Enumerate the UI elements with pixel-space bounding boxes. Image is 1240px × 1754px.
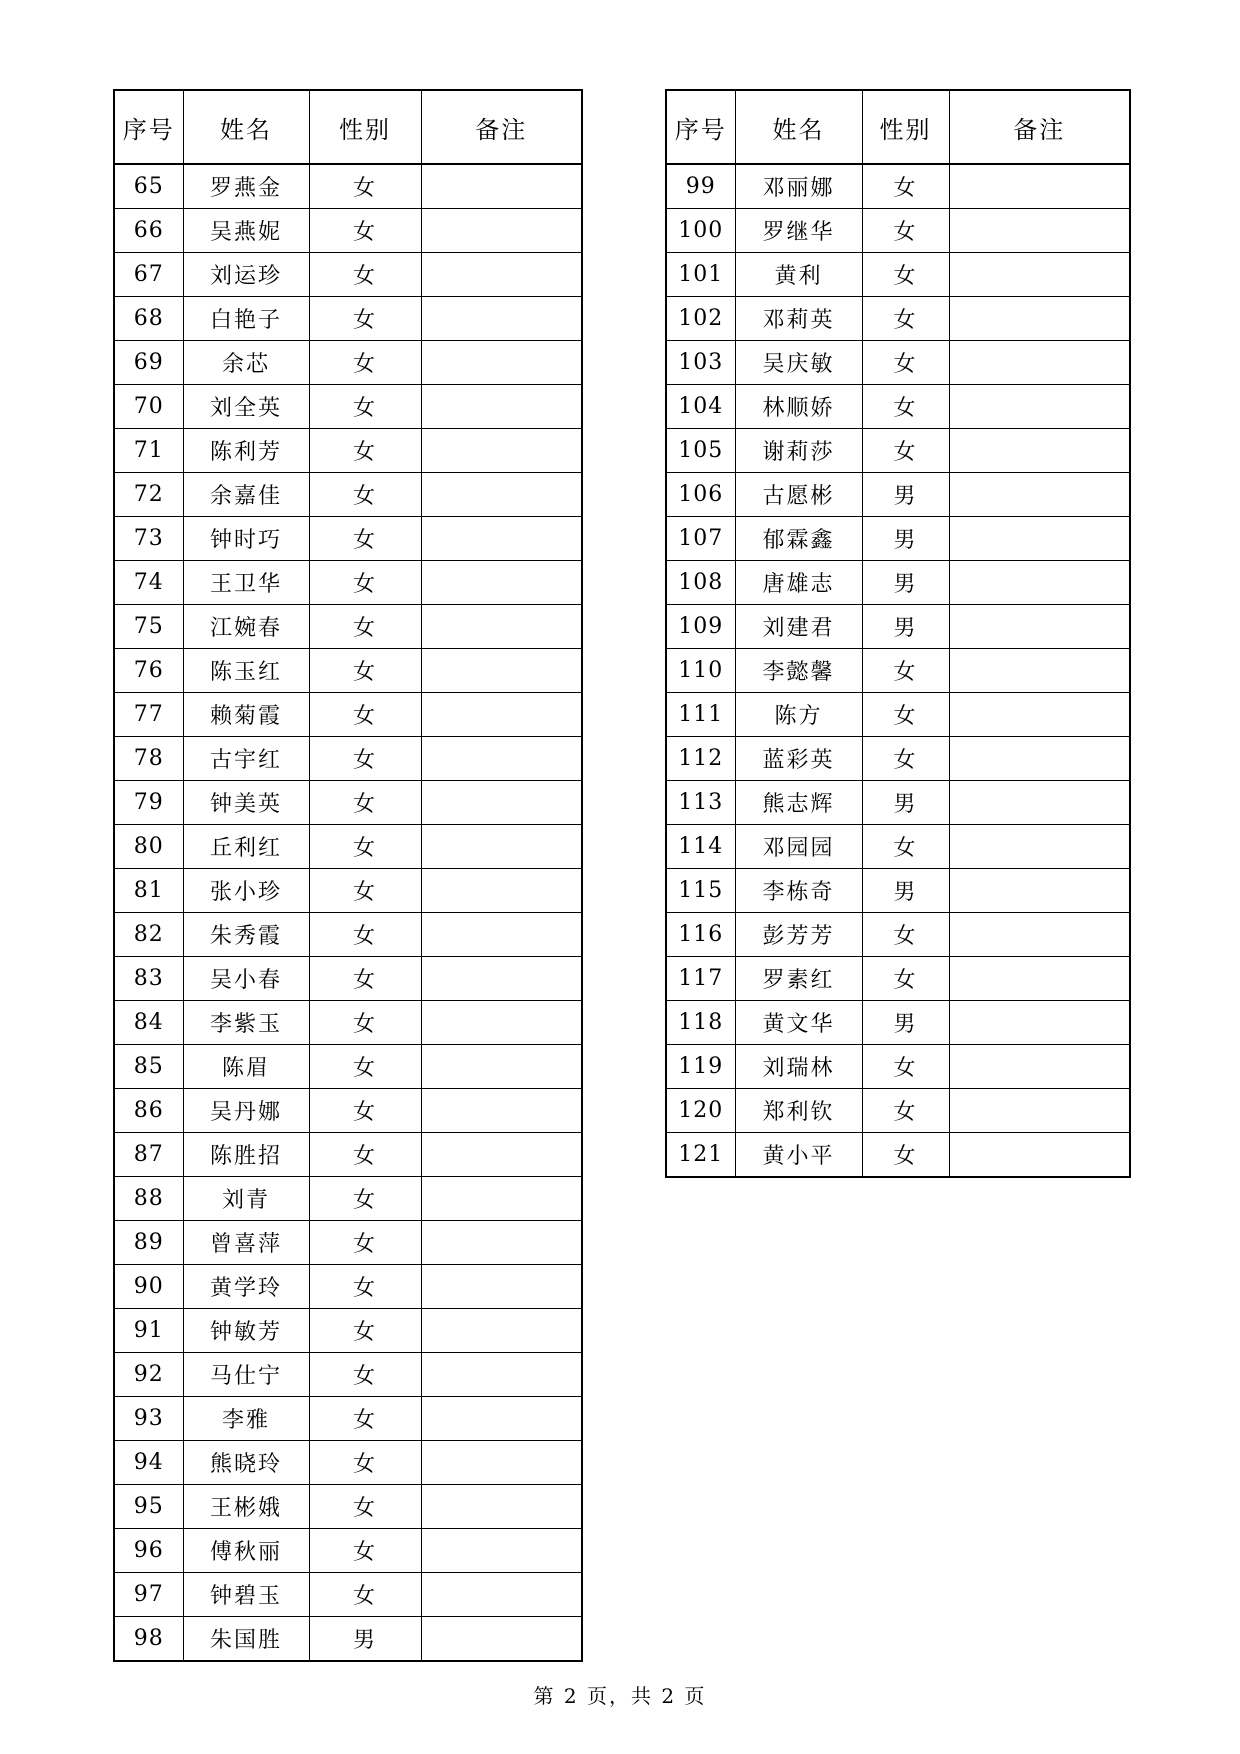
table-row bbox=[114, 341, 582, 385]
cell-seq: 112 bbox=[666, 737, 735, 781]
cell-gender: 女 bbox=[309, 1353, 421, 1397]
cell-remark bbox=[949, 957, 1130, 1001]
cell-seq: 102 bbox=[666, 297, 735, 341]
cell-gender: 女 bbox=[862, 253, 949, 297]
cell-remark bbox=[421, 1177, 582, 1221]
cell-remark bbox=[421, 517, 582, 561]
cell-name: 彭芳芳 bbox=[735, 913, 862, 957]
cell-remark bbox=[421, 649, 582, 693]
cell-seq: 91 bbox=[114, 1309, 183, 1353]
table-row bbox=[114, 1353, 582, 1397]
cell-gender: 女 bbox=[862, 1089, 949, 1133]
cell-gender: 男 bbox=[862, 781, 949, 825]
cell-remark bbox=[949, 825, 1130, 869]
roster-table-right bbox=[665, 89, 1131, 1178]
table-row bbox=[666, 341, 1130, 385]
table-row bbox=[666, 957, 1130, 1001]
header-remark: 备注 bbox=[421, 90, 582, 164]
cell-name: 余芯 bbox=[183, 341, 309, 385]
cell-gender: 女 bbox=[862, 825, 949, 869]
cell-name: 钟碧玉 bbox=[183, 1573, 309, 1617]
table-row bbox=[114, 649, 582, 693]
cell-remark bbox=[421, 605, 582, 649]
cell-remark bbox=[421, 737, 582, 781]
cell-name: 江婉春 bbox=[183, 605, 309, 649]
table-row bbox=[114, 1397, 582, 1441]
cell-name: 丘利红 bbox=[183, 825, 309, 869]
cell-name: 朱国胜 bbox=[183, 1617, 309, 1662]
table-row bbox=[114, 164, 582, 209]
table-row bbox=[666, 1089, 1130, 1133]
cell-remark bbox=[949, 781, 1130, 825]
cell-name: 赖菊霞 bbox=[183, 693, 309, 737]
cell-name: 邓莉英 bbox=[735, 297, 862, 341]
cell-seq: 88 bbox=[114, 1177, 183, 1221]
cell-name: 李栋奇 bbox=[735, 869, 862, 913]
header-row bbox=[114, 90, 582, 164]
cell-seq: 65 bbox=[114, 164, 183, 209]
cell-gender: 女 bbox=[309, 1045, 421, 1089]
cell-remark bbox=[421, 1485, 582, 1529]
cell-seq: 72 bbox=[114, 473, 183, 517]
table-row bbox=[666, 517, 1130, 561]
cell-remark bbox=[949, 209, 1130, 253]
table-row bbox=[114, 1177, 582, 1221]
table-row bbox=[114, 429, 582, 473]
cell-seq: 115 bbox=[666, 869, 735, 913]
cell-seq: 82 bbox=[114, 913, 183, 957]
cell-seq: 85 bbox=[114, 1045, 183, 1089]
cell-gender: 女 bbox=[309, 913, 421, 957]
cell-seq: 86 bbox=[114, 1089, 183, 1133]
header-row bbox=[666, 90, 1130, 164]
cell-seq: 78 bbox=[114, 737, 183, 781]
table-row bbox=[666, 825, 1130, 869]
table-row bbox=[666, 605, 1130, 649]
cell-name: 朱秀霞 bbox=[183, 913, 309, 957]
cell-seq: 87 bbox=[114, 1133, 183, 1177]
table-row bbox=[666, 473, 1130, 517]
cell-gender: 女 bbox=[309, 825, 421, 869]
page-footer: 第 2 页，共 2 页 bbox=[533, 1684, 707, 1708]
cell-remark bbox=[949, 649, 1130, 693]
cell-remark bbox=[949, 253, 1130, 297]
cell-remark bbox=[949, 297, 1130, 341]
cell-gender: 女 bbox=[309, 1221, 421, 1265]
cell-name: 张小珍 bbox=[183, 869, 309, 913]
table-row bbox=[666, 869, 1130, 913]
cell-name: 钟时巧 bbox=[183, 517, 309, 561]
cell-seq: 94 bbox=[114, 1441, 183, 1485]
header-name: 姓名 bbox=[735, 90, 862, 164]
header-gender: 性别 bbox=[862, 90, 949, 164]
table-row bbox=[666, 561, 1130, 605]
cell-name: 吴燕妮 bbox=[183, 209, 309, 253]
cell-seq: 76 bbox=[114, 649, 183, 693]
cell-name: 郑利钦 bbox=[735, 1089, 862, 1133]
cell-gender: 女 bbox=[862, 957, 949, 1001]
cell-gender: 女 bbox=[309, 341, 421, 385]
cell-seq: 118 bbox=[666, 1001, 735, 1045]
cell-gender: 女 bbox=[309, 1485, 421, 1529]
cell-gender: 女 bbox=[309, 1133, 421, 1177]
header-seq: 序号 bbox=[114, 90, 183, 164]
cell-name: 陈利芳 bbox=[183, 429, 309, 473]
cell-name: 吴丹娜 bbox=[183, 1089, 309, 1133]
cell-seq: 109 bbox=[666, 605, 735, 649]
cell-name: 陈胜招 bbox=[183, 1133, 309, 1177]
cell-name: 谢莉莎 bbox=[735, 429, 862, 473]
cell-gender: 女 bbox=[309, 517, 421, 561]
table-row bbox=[114, 825, 582, 869]
cell-gender: 女 bbox=[309, 1089, 421, 1133]
cell-remark bbox=[421, 209, 582, 253]
cell-name: 陈眉 bbox=[183, 1045, 309, 1089]
cell-gender: 女 bbox=[309, 1573, 421, 1617]
cell-name: 钟敏芳 bbox=[183, 1309, 309, 1353]
cell-seq: 114 bbox=[666, 825, 735, 869]
table-row bbox=[666, 649, 1130, 693]
cell-remark bbox=[949, 913, 1130, 957]
cell-gender: 女 bbox=[862, 164, 949, 209]
cell-seq: 116 bbox=[666, 913, 735, 957]
cell-name: 郁霖鑫 bbox=[735, 517, 862, 561]
cell-remark bbox=[949, 429, 1130, 473]
table-row bbox=[114, 1573, 582, 1617]
cell-name: 李雅 bbox=[183, 1397, 309, 1441]
cell-seq: 89 bbox=[114, 1221, 183, 1265]
cell-gender: 女 bbox=[309, 297, 421, 341]
table-row bbox=[114, 561, 582, 605]
cell-gender: 女 bbox=[862, 385, 949, 429]
cell-name: 钟美英 bbox=[183, 781, 309, 825]
table-row bbox=[114, 517, 582, 561]
table-row bbox=[666, 429, 1130, 473]
cell-gender: 女 bbox=[309, 1265, 421, 1309]
cell-name: 黄学玲 bbox=[183, 1265, 309, 1309]
cell-remark bbox=[949, 605, 1130, 649]
cell-seq: 120 bbox=[666, 1089, 735, 1133]
cell-gender: 男 bbox=[862, 605, 949, 649]
cell-remark bbox=[421, 1573, 582, 1617]
cell-remark bbox=[949, 869, 1130, 913]
cell-gender: 男 bbox=[862, 869, 949, 913]
cell-remark bbox=[949, 517, 1130, 561]
cell-remark bbox=[421, 869, 582, 913]
cell-remark bbox=[421, 693, 582, 737]
table-row bbox=[114, 1045, 582, 1089]
cell-remark bbox=[949, 385, 1130, 429]
cell-gender: 女 bbox=[309, 1177, 421, 1221]
cell-remark bbox=[949, 473, 1130, 517]
cell-gender: 女 bbox=[862, 209, 949, 253]
table-row bbox=[666, 253, 1130, 297]
cell-seq: 79 bbox=[114, 781, 183, 825]
cell-seq: 73 bbox=[114, 517, 183, 561]
cell-remark bbox=[421, 429, 582, 473]
cell-remark bbox=[421, 825, 582, 869]
cell-gender: 女 bbox=[309, 429, 421, 473]
table-row bbox=[114, 1221, 582, 1265]
table-row bbox=[114, 1309, 582, 1353]
cell-remark bbox=[421, 1221, 582, 1265]
cell-seq: 95 bbox=[114, 1485, 183, 1529]
cell-name: 罗继华 bbox=[735, 209, 862, 253]
table-row bbox=[114, 1089, 582, 1133]
header-name: 姓名 bbox=[183, 90, 309, 164]
cell-name: 刘运珍 bbox=[183, 253, 309, 297]
cell-remark bbox=[421, 1089, 582, 1133]
table-row bbox=[666, 737, 1130, 781]
table-row bbox=[114, 869, 582, 913]
cell-name: 王卫华 bbox=[183, 561, 309, 605]
cell-name: 刘全英 bbox=[183, 385, 309, 429]
cell-gender: 男 bbox=[862, 1001, 949, 1045]
table-row bbox=[666, 1133, 1130, 1178]
cell-seq: 67 bbox=[114, 253, 183, 297]
cell-seq: 93 bbox=[114, 1397, 183, 1441]
cell-seq: 70 bbox=[114, 385, 183, 429]
cell-remark bbox=[949, 693, 1130, 737]
cell-gender: 女 bbox=[309, 737, 421, 781]
cell-seq: 71 bbox=[114, 429, 183, 473]
cell-gender: 女 bbox=[309, 781, 421, 825]
cell-name: 马仕宁 bbox=[183, 1353, 309, 1397]
cell-name: 邓园园 bbox=[735, 825, 862, 869]
cell-name: 刘建君 bbox=[735, 605, 862, 649]
table-row bbox=[114, 1265, 582, 1309]
table-row bbox=[114, 737, 582, 781]
cell-remark bbox=[949, 1001, 1130, 1045]
cell-gender: 女 bbox=[862, 1133, 949, 1178]
table-row bbox=[666, 913, 1130, 957]
table-row bbox=[666, 1045, 1130, 1089]
cell-seq: 68 bbox=[114, 297, 183, 341]
cell-name: 傅秋丽 bbox=[183, 1529, 309, 1573]
cell-remark bbox=[421, 1353, 582, 1397]
cell-gender: 女 bbox=[309, 1309, 421, 1353]
cell-gender: 女 bbox=[309, 869, 421, 913]
cell-name: 熊晓玲 bbox=[183, 1441, 309, 1485]
table-row bbox=[114, 1001, 582, 1045]
cell-name: 吴小春 bbox=[183, 957, 309, 1001]
table-row bbox=[666, 693, 1130, 737]
cell-gender: 女 bbox=[309, 209, 421, 253]
cell-seq: 74 bbox=[114, 561, 183, 605]
cell-gender: 女 bbox=[309, 164, 421, 209]
table-row bbox=[114, 913, 582, 957]
cell-seq: 92 bbox=[114, 1353, 183, 1397]
cell-gender: 男 bbox=[862, 473, 949, 517]
cell-remark bbox=[421, 297, 582, 341]
cell-gender: 女 bbox=[309, 649, 421, 693]
cell-name: 熊志辉 bbox=[735, 781, 862, 825]
cell-remark bbox=[421, 164, 582, 209]
cell-gender: 女 bbox=[309, 253, 421, 297]
table-row bbox=[114, 209, 582, 253]
cell-seq: 106 bbox=[666, 473, 735, 517]
cell-name: 吴庆敏 bbox=[735, 341, 862, 385]
table-row bbox=[114, 605, 582, 649]
cell-seq: 96 bbox=[114, 1529, 183, 1573]
cell-name: 王彬娥 bbox=[183, 1485, 309, 1529]
table-row bbox=[114, 253, 582, 297]
cell-seq: 81 bbox=[114, 869, 183, 913]
cell-remark bbox=[421, 473, 582, 517]
cell-seq: 66 bbox=[114, 209, 183, 253]
cell-name: 黄小平 bbox=[735, 1133, 862, 1178]
cell-name: 李懿馨 bbox=[735, 649, 862, 693]
cell-name: 白艳子 bbox=[183, 297, 309, 341]
header-remark: 备注 bbox=[949, 90, 1130, 164]
table-row bbox=[666, 164, 1130, 209]
table-row bbox=[666, 781, 1130, 825]
cell-gender: 女 bbox=[862, 649, 949, 693]
cell-gender: 女 bbox=[309, 385, 421, 429]
table-row bbox=[114, 1485, 582, 1529]
table-row bbox=[114, 1133, 582, 1177]
cell-remark bbox=[949, 1133, 1130, 1178]
cell-seq: 108 bbox=[666, 561, 735, 605]
cell-gender: 女 bbox=[309, 1529, 421, 1573]
cell-name: 黄文华 bbox=[735, 1001, 862, 1045]
table-row bbox=[114, 957, 582, 1001]
cell-gender: 女 bbox=[862, 693, 949, 737]
cell-name: 林顺娇 bbox=[735, 385, 862, 429]
table-row bbox=[666, 385, 1130, 429]
cell-remark bbox=[421, 561, 582, 605]
table-row bbox=[114, 1529, 582, 1573]
cell-seq: 101 bbox=[666, 253, 735, 297]
table-row bbox=[114, 385, 582, 429]
cell-seq: 99 bbox=[666, 164, 735, 209]
cell-seq: 83 bbox=[114, 957, 183, 1001]
cell-gender: 男 bbox=[862, 517, 949, 561]
cell-seq: 97 bbox=[114, 1573, 183, 1617]
cell-remark bbox=[421, 341, 582, 385]
cell-seq: 84 bbox=[114, 1001, 183, 1045]
cell-remark bbox=[421, 1001, 582, 1045]
cell-remark bbox=[421, 1265, 582, 1309]
cell-gender: 女 bbox=[309, 473, 421, 517]
cell-remark bbox=[421, 253, 582, 297]
cell-seq: 75 bbox=[114, 605, 183, 649]
cell-gender: 女 bbox=[862, 913, 949, 957]
table-row bbox=[666, 297, 1130, 341]
cell-remark bbox=[421, 913, 582, 957]
cell-remark bbox=[949, 1089, 1130, 1133]
cell-seq: 105 bbox=[666, 429, 735, 473]
roster-table-left bbox=[113, 89, 583, 1662]
cell-gender: 女 bbox=[862, 1045, 949, 1089]
cell-gender: 女 bbox=[862, 297, 949, 341]
cell-name: 黄利 bbox=[735, 253, 862, 297]
table-row bbox=[666, 209, 1130, 253]
cell-remark bbox=[421, 385, 582, 429]
cell-name: 古愿彬 bbox=[735, 473, 862, 517]
cell-seq: 121 bbox=[666, 1133, 735, 1178]
cell-seq: 110 bbox=[666, 649, 735, 693]
cell-gender: 女 bbox=[309, 1001, 421, 1045]
cell-remark bbox=[421, 1617, 582, 1662]
table-row bbox=[114, 297, 582, 341]
cell-remark bbox=[949, 1045, 1130, 1089]
cell-gender: 女 bbox=[309, 1397, 421, 1441]
cell-seq: 80 bbox=[114, 825, 183, 869]
cell-name: 蓝彩英 bbox=[735, 737, 862, 781]
cell-gender: 女 bbox=[862, 737, 949, 781]
table-row bbox=[114, 693, 582, 737]
cell-gender: 女 bbox=[309, 561, 421, 605]
cell-gender: 男 bbox=[862, 561, 949, 605]
cell-seq: 119 bbox=[666, 1045, 735, 1089]
cell-gender: 女 bbox=[309, 605, 421, 649]
cell-name: 陈方 bbox=[735, 693, 862, 737]
cell-name: 陈玉红 bbox=[183, 649, 309, 693]
table-row bbox=[666, 1001, 1130, 1045]
cell-seq: 77 bbox=[114, 693, 183, 737]
cell-name: 刘瑞林 bbox=[735, 1045, 862, 1089]
cell-name: 邓丽娜 bbox=[735, 164, 862, 209]
cell-remark bbox=[421, 1133, 582, 1177]
cell-gender: 女 bbox=[309, 957, 421, 1001]
cell-remark bbox=[949, 164, 1130, 209]
cell-remark bbox=[421, 1441, 582, 1485]
table-row bbox=[114, 473, 582, 517]
cell-seq: 107 bbox=[666, 517, 735, 561]
cell-gender: 男 bbox=[309, 1617, 421, 1662]
cell-seq: 117 bbox=[666, 957, 735, 1001]
table-row bbox=[114, 781, 582, 825]
cell-remark bbox=[421, 1309, 582, 1353]
cell-gender: 女 bbox=[309, 693, 421, 737]
header-seq: 序号 bbox=[666, 90, 735, 164]
cell-seq: 103 bbox=[666, 341, 735, 385]
cell-remark bbox=[949, 561, 1130, 605]
cell-seq: 98 bbox=[114, 1617, 183, 1662]
cell-remark bbox=[949, 341, 1130, 385]
cell-seq: 100 bbox=[666, 209, 735, 253]
cell-name: 罗燕金 bbox=[183, 164, 309, 209]
cell-gender: 女 bbox=[309, 1441, 421, 1485]
cell-remark bbox=[949, 737, 1130, 781]
cell-name: 唐雄志 bbox=[735, 561, 862, 605]
cell-seq: 113 bbox=[666, 781, 735, 825]
cell-name: 古宇红 bbox=[183, 737, 309, 781]
cell-seq: 69 bbox=[114, 341, 183, 385]
cell-name: 曾喜萍 bbox=[183, 1221, 309, 1265]
cell-gender: 女 bbox=[862, 429, 949, 473]
cell-name: 刘青 bbox=[183, 1177, 309, 1221]
cell-remark bbox=[421, 781, 582, 825]
cell-remark bbox=[421, 1045, 582, 1089]
cell-seq: 90 bbox=[114, 1265, 183, 1309]
cell-name: 余嘉佳 bbox=[183, 473, 309, 517]
cell-name: 李紫玉 bbox=[183, 1001, 309, 1045]
cell-seq: 104 bbox=[666, 385, 735, 429]
table-row bbox=[114, 1617, 582, 1662]
table-row bbox=[114, 1441, 582, 1485]
cell-remark bbox=[421, 957, 582, 1001]
cell-name: 罗素红 bbox=[735, 957, 862, 1001]
cell-remark bbox=[421, 1397, 582, 1441]
cell-gender: 女 bbox=[862, 341, 949, 385]
cell-seq: 111 bbox=[666, 693, 735, 737]
header-gender: 性别 bbox=[309, 90, 421, 164]
cell-remark bbox=[421, 1529, 582, 1573]
